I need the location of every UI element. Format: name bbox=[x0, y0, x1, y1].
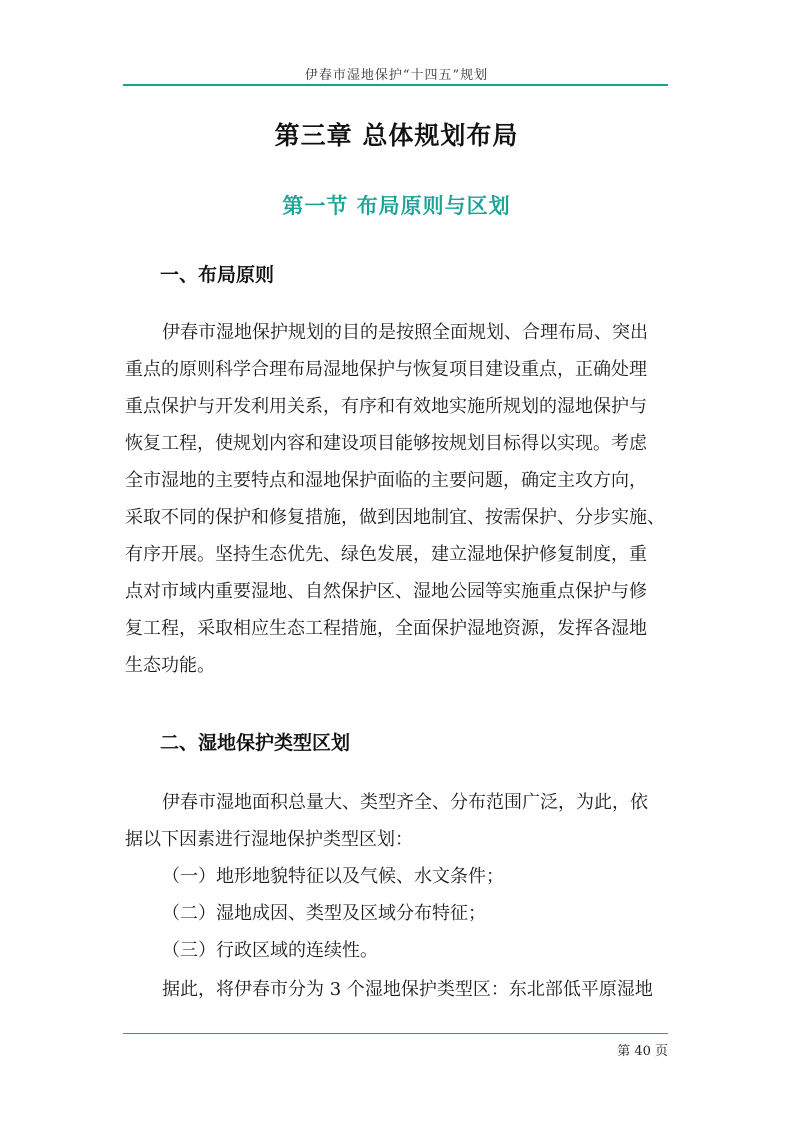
chapter-title: 第三章 总体规划布局 bbox=[274, 121, 519, 150]
paragraph-line: 据以下因素进行湿地保护类型区划： bbox=[125, 829, 413, 850]
paragraph-line: 恢复工程，使规划内容和建设项目能够按规划目标得以实现。考虑 bbox=[125, 433, 647, 454]
list-item: （二）湿地成因、类型及区域分布特征； bbox=[162, 903, 486, 924]
paragraph-line: 点对市域内重要湿地、自然保护区、湿地公园等实施重点保护与修 bbox=[125, 581, 647, 602]
heading-layout-principles: 一、布局原则 bbox=[160, 264, 275, 286]
header-divider bbox=[123, 84, 668, 86]
paragraph-line: 采取不同的保护和修复措施，做到因地制宜、按需保护、分步实施、 bbox=[125, 507, 665, 528]
paragraph-line: 生态功能。 bbox=[125, 655, 215, 676]
page-number: 第 40 页 bbox=[617, 1044, 668, 1059]
paragraph-line: 全市湿地的主要特点和湿地保护面临的主要问题，确定主攻方向， bbox=[125, 470, 647, 491]
heading-wetland-zoning: 二、湿地保护类型区划 bbox=[160, 732, 351, 754]
paragraph-line: 据此，将伊春市分为 3 个湿地保护类型区：东北部低平原湿地 bbox=[162, 979, 653, 1000]
section-title: 第一节 布局原则与区划 bbox=[282, 194, 511, 218]
paragraph-line: 伊春市湿地面积总量大、类型齐全、分布范围广泛，为此，依 bbox=[162, 792, 648, 813]
paragraph-line: 重点保护与开发利用关系，有序和有效地实施所规划的湿地保护与 bbox=[125, 396, 647, 417]
list-item: （三）行政区域的连续性。 bbox=[162, 940, 378, 961]
paragraph-line: 重点的原则科学合理布局湿地保护与恢复项目建设重点，正确处理 bbox=[125, 359, 647, 380]
list-item: （一）地形地貌特征以及气候、水文条件； bbox=[162, 866, 504, 887]
paragraph-line: 有序开展。坚持生态优先、绿色发展，建立湿地保护修复制度，重 bbox=[125, 544, 647, 565]
running-header: 伊春市湿地保护“十四五”规划 bbox=[304, 68, 489, 83]
paragraph-line: 伊春市湿地保护规划的目的是按照全面规划、合理布局、突出 bbox=[162, 322, 648, 343]
paragraph-line: 复工程，采取相应生态工程措施，全面保护湿地资源，发挥各湿地 bbox=[125, 618, 647, 639]
footer-divider bbox=[123, 1033, 668, 1034]
